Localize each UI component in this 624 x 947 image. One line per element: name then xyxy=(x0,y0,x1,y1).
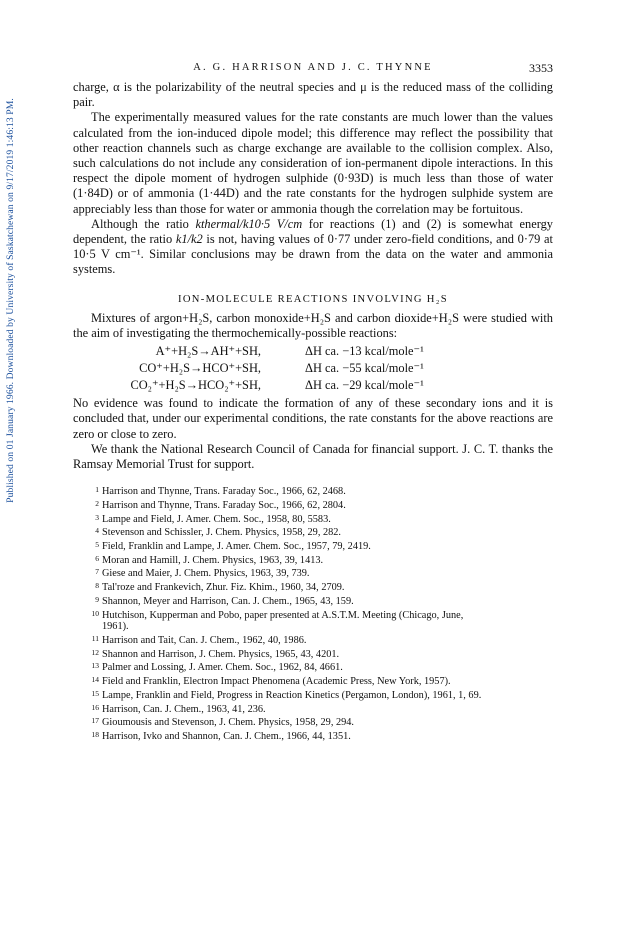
reference-item: 16 Harrison, Can. J. Chem., 1963, 41, 236. xyxy=(91,702,266,715)
reference-item: 18 Harrison, Ivko and Shannon, Can. J. Chem., 1966, 44, 1351. xyxy=(91,729,351,742)
reference-item: 5 Field, Franklin and Lampe, J. Amer. Chem. Soc., 1957, 79, 2419. xyxy=(95,540,371,553)
paragraph-continuation: charge, α is the polarizability of the neutral species and μ is the reduced mass of the colliding pair. xyxy=(73,80,553,110)
reaction-equation: A⁺+H₂S→AH⁺+SH, xyxy=(155,344,261,359)
paragraph-mixtures: Mixtures of argon+H₂S, carbon monoxide+H₂S and carbon dioxide+H₂S were studied with the aim of investigating the thermochemically-possible reactions: xyxy=(73,310,553,341)
paragraph-conclusion: No evidence was found to indicate the formation of any of these secondary ions and it is concluded that, under our experimental conditions, the rate constants for the above reactions are zero or close to zero. xyxy=(73,396,553,441)
reference-continuation: 1961). xyxy=(102,621,129,633)
reference-item: 14 Field and Franklin, Electron Impact Phenomena (Academic Press, New York, 1957). xyxy=(91,675,451,688)
reference-item: 1 Harrison and Thynne, Trans. Faraday Soc., 1966, 62, 2468. xyxy=(95,485,346,498)
ratio-text-b: for reactions (1) and (2) is somewhat energy dependent, the ratio xyxy=(73,216,553,247)
acknowledgement: We thank the National Research Council of Canada for financial support. J. C. T. thanks the Ramsay Memorial Trust for support. xyxy=(73,441,553,472)
ratio-expression-2: k1/k2 xyxy=(175,232,203,247)
reference-item: 15 Lampe, Franklin and Field, Progress in Reaction Kinetics (Pergamon, London), 1961, 1, 69. xyxy=(91,688,482,701)
paragraph-ratio xyxy=(73,217,553,278)
reference-item: 7 Giese and Maier, J. Chem. Physics, 1963, 39, 739. xyxy=(95,567,310,580)
ratio-expression: kthermal/k10·5 V/cm xyxy=(195,216,303,231)
reference-item: 8 Tal'roze and Frankevich, Zhur. Fiz. Khim., 1960, 34, 2709. xyxy=(95,581,345,594)
reaction-equation: CO⁺+H₂S→HCO⁺+SH, xyxy=(139,361,261,376)
reference-item: 17 Gioumousis and Stevenson, J. Chem. Physics, 1958, 29, 294. xyxy=(91,716,354,729)
reaction-enthalpy: ΔH ca. −29 kcal/mole⁻¹ xyxy=(305,378,424,393)
reaction-enthalpy: ΔH ca. −13 kcal/mole⁻¹ xyxy=(305,344,424,359)
ratio-text-c: is not, having values of 0·77 under zero-field conditions, and 0·79 at 10·5 V cm⁻¹. Similar conclusions may be drawn from the data on the water and ammonia systems. xyxy=(73,232,553,277)
reaction-list xyxy=(73,343,553,394)
reference-item: 3 Lampe and Field, J. Amer. Chem. Soc., 1958, 80, 5583. xyxy=(95,512,331,525)
reaction-row xyxy=(73,360,553,377)
running-title: A. G. HARRISON AND J. C. THYNNE xyxy=(193,62,433,73)
reference-item: 4 Stevenson and Schissler, J. Chem. Physics, 1958, 29, 282. xyxy=(95,526,341,539)
reaction-enthalpy: ΔH ca. −55 kcal/mole⁻¹ xyxy=(305,361,424,376)
reference-item: 13 Palmer and Lossing, J. Amer. Chem. Soc., 1962, 84, 4661. xyxy=(91,661,343,674)
reference-item: 6 Moran and Hamill, J. Chem. Physics, 1963, 39, 1413. xyxy=(95,553,324,566)
page-number: 3353 xyxy=(529,61,553,75)
page-header xyxy=(73,62,553,80)
paragraph-rate-constants: The experimentally measured values for the rate constants are much lower than the values calculated from the ion-induced dipole model; this difference may reflect the possibility that other reaction channels such as charge exchange are available to the collision complex. Also, such calculations do not include any consideration of ion-permanent dipole interactions. In this respect the dipole moment of hydrogen sulphide (0·93D) is much less than those of water (1·84D) or of ammonia (1·44D) and the rate constants for the hydrogen sulphide system are appreciably less than those for water or ammonia though the correlation may be fortuitous. xyxy=(73,110,553,216)
reference-item: 10 Hutchison, Kupperman and Pobo, paper presented at A.S.T.M. Meeting (Chicago, June, xyxy=(91,608,464,621)
reference-item: 11 Harrison and Tait, Can. J. Chem., 1962, 40, 1986. xyxy=(91,634,307,646)
download-watermark xyxy=(0,20,20,580)
reaction-equation: CO₂⁺+H₂S→HCO₂⁺+SH, xyxy=(130,378,261,393)
section-heading: ION-MOLECULE REACTIONS INVOLVING H₂S xyxy=(178,293,448,305)
reference-item: 9 Shannon, Meyer and Harrison, Can. J. Chem., 1965, 43, 159. xyxy=(95,594,354,607)
reference-item: 2 Harrison and Thynne, Trans. Faraday Soc., 1966, 62, 2804. xyxy=(95,498,346,511)
ratio-text-a: Although the ratio xyxy=(91,216,196,231)
reaction-row xyxy=(73,343,553,360)
download-watermark-text: Published on 01 January 1966. Downloaded by University of Saskatchewan on 9/17/2019 1:46:13 PM. xyxy=(4,97,16,503)
article-body xyxy=(73,80,553,743)
reference-list xyxy=(73,484,553,742)
reaction-row xyxy=(73,377,553,394)
reference-item: 12 Shannon and Harrison, J. Chem. Physics, 1965, 43, 4201. xyxy=(91,647,340,660)
